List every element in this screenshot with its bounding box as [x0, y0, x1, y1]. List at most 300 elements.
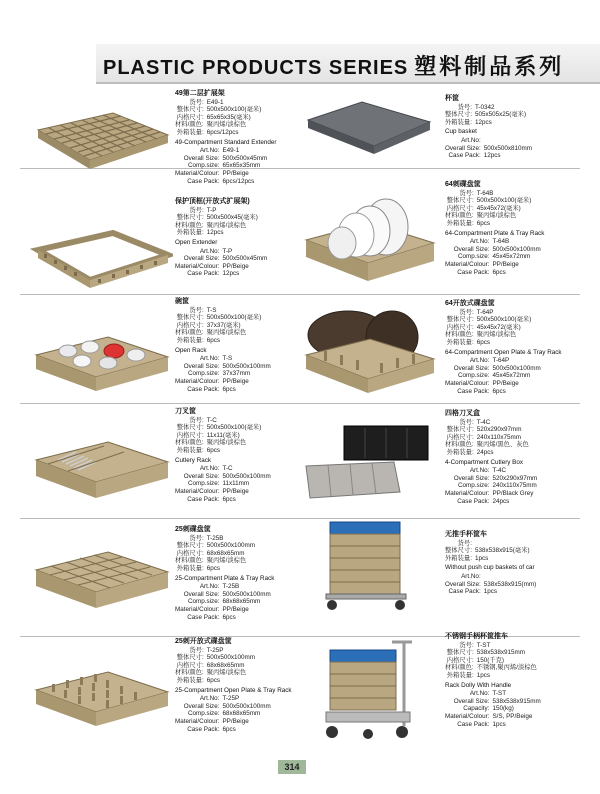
spec-label: 外箱装量:	[445, 554, 472, 562]
spec-row	[175, 598, 271, 606]
spec-row	[445, 664, 537, 672]
spec-label: 外箱装量:	[446, 448, 474, 456]
spec-value: 500x500x100mm	[206, 542, 255, 550]
spec-label: Overall Size:	[445, 580, 481, 588]
spec-label: Material/Colour:	[175, 717, 220, 725]
spec-value: 68x68x65mm	[206, 549, 245, 557]
spec-value: 500x500x100(毫米)	[476, 197, 532, 205]
spec-row	[445, 246, 541, 254]
spec-table-en	[175, 355, 271, 393]
spec-table-en	[175, 465, 271, 503]
product-title-en: Cup basket	[445, 128, 477, 136]
spec-row	[175, 314, 261, 322]
spec-label: Case Pack:	[187, 385, 220, 393]
spec-table-cn	[175, 307, 261, 345]
spec-row	[445, 490, 537, 498]
row-separator	[20, 518, 580, 519]
spec-value: 520x290x97mm	[476, 426, 522, 434]
spec-value: T-P	[222, 247, 233, 255]
spec-row	[175, 363, 271, 371]
spec-value: PP/Beige	[492, 379, 519, 387]
spec-row	[175, 378, 271, 386]
product-title-cn: 25刺开放式碟盘筐	[175, 638, 232, 645]
spec-value: 240x110x75mm	[492, 482, 537, 490]
spec-label: Case Pack:	[187, 725, 220, 733]
spec-row	[175, 162, 267, 170]
spec-value	[484, 573, 537, 581]
spec-row	[445, 581, 536, 589]
spec-label: 货号:	[189, 534, 204, 542]
product-title-en: 64-Compartment Open Plate & Tray Rack	[445, 348, 562, 356]
spec-label: 货号:	[459, 308, 474, 316]
spec-block-cup-cart	[445, 531, 536, 596]
spec-row	[445, 380, 541, 388]
spec-value: 45x45x72(毫米)	[476, 204, 521, 212]
spec-value: 11x11(毫米)	[206, 431, 240, 439]
spec-row	[175, 488, 271, 496]
spec-table-en	[445, 690, 541, 728]
spec-table-en	[175, 147, 267, 185]
spec-value: 聚丙烯/淡棕色	[206, 329, 247, 337]
spec-label: Art.No:	[469, 357, 490, 365]
spec-block-tc	[175, 408, 271, 503]
spec-row	[175, 703, 271, 711]
spec-table-en	[445, 137, 532, 160]
spec-label: Comp.size:	[457, 253, 490, 261]
spec-label: 外箱装量:	[176, 229, 204, 237]
spec-row	[175, 654, 255, 662]
open-plate-rack-25-image	[28, 660, 173, 735]
spec-value: 65x65x35mm	[222, 162, 261, 170]
spec-label: 外箱装量:	[446, 671, 474, 679]
spec-label: Material/Colour:	[175, 487, 220, 495]
spec-row	[175, 439, 261, 447]
spec-row	[445, 690, 541, 698]
plate-rack-25-image	[28, 540, 173, 615]
spec-block-t4c	[445, 410, 537, 505]
spec-table-en	[175, 695, 271, 733]
spec-value: 500x500x100mm	[492, 245, 541, 253]
spec-value: 6pcs	[476, 338, 490, 346]
page-title-cn: 塑料制品系列	[414, 54, 565, 79]
cup-basket-image	[300, 98, 435, 168]
spec-value: 68x68x65mm	[222, 710, 261, 718]
spec-row	[445, 441, 529, 449]
spec-label: Material/Colour:	[445, 379, 490, 387]
spec-row	[445, 119, 526, 127]
spec-row	[175, 614, 271, 622]
spec-row	[175, 677, 255, 685]
product-title-cn: 无推手杯筐车	[445, 531, 487, 538]
spec-label: Case Pack:	[187, 495, 220, 503]
spec-value: 500x500x810mm	[483, 144, 533, 152]
spec-value: 68x68x65mm	[206, 661, 245, 669]
open-extender-image	[28, 225, 173, 295]
spec-label: Case Pack:	[457, 497, 490, 505]
spec-value: 6pcs	[222, 725, 236, 733]
spec-row	[445, 152, 532, 160]
spec-block-t64b	[445, 181, 544, 276]
spec-value: 68x68x65mm	[222, 598, 261, 606]
spec-row	[445, 197, 531, 205]
product-title-cn: 刀叉筐	[175, 408, 196, 415]
spec-label: Art.No:	[199, 247, 220, 255]
spec-label: Case Pack:	[187, 177, 220, 185]
spec-row	[175, 263, 267, 271]
spec-table-cn	[445, 309, 531, 347]
spec-label: 内格尺寸:	[446, 433, 474, 441]
product-title-en: 25-Compartment Open Plate & Tray Rack	[175, 686, 292, 694]
spec-row	[445, 212, 531, 220]
spec-block-t0342	[445, 95, 532, 160]
spec-label: Overall Size:	[183, 362, 220, 370]
extender-49-image	[28, 105, 173, 175]
spec-row	[445, 253, 541, 261]
spec-label: 整体尺寸:	[176, 314, 204, 322]
product-title-en: 25-Compartment Plate & Tray Rack	[175, 574, 275, 582]
spec-value: 6pcs	[222, 385, 236, 393]
spec-row	[445, 721, 541, 729]
spec-value: T-S	[206, 306, 217, 314]
spec-label: 内格尺寸:	[176, 431, 204, 439]
spec-label: Art.No:	[199, 465, 220, 473]
spec-value: T-4C	[476, 418, 491, 426]
spec-row	[175, 270, 267, 278]
spec-row	[445, 357, 541, 365]
spec-value: 聚丙烯/淡棕色	[476, 212, 517, 220]
spec-value: 聚丙烯/黑色、灰色	[476, 441, 529, 449]
spec-row	[175, 147, 267, 155]
spec-value: 24pcs	[492, 497, 510, 505]
spec-label: 外箱装量:	[176, 564, 204, 572]
spec-row	[445, 467, 537, 475]
spec-table-en	[175, 248, 267, 278]
spec-value: E49-1	[206, 98, 224, 106]
spec-value: 45x45x72mm	[492, 372, 531, 380]
spec-value: PP/Beige	[222, 377, 249, 385]
spec-label: 内格尺寸:	[446, 323, 474, 331]
spec-row	[445, 261, 541, 269]
spec-row	[445, 137, 532, 145]
spec-label: 货号:	[459, 418, 474, 426]
spec-value: 6pcs	[492, 387, 506, 395]
spec-row	[175, 255, 267, 263]
spec-value: 500x500x100mm	[206, 654, 255, 662]
spec-row	[445, 498, 537, 506]
spec-label: Overall Size:	[183, 255, 220, 263]
spec-table-cn	[175, 99, 261, 137]
spec-label: 外箱装量:	[445, 118, 472, 126]
product-title-en: Open Extender	[175, 238, 218, 246]
product-title-cn: 碗筐	[175, 298, 189, 305]
spec-label: 整体尺寸:	[446, 197, 474, 205]
spec-label: 外箱装量:	[176, 676, 204, 684]
spec-row	[445, 705, 541, 713]
spec-label: 内格尺寸:	[176, 113, 204, 121]
spec-row	[175, 129, 261, 137]
spec-label: 材料/颜色:	[175, 221, 204, 229]
spec-label: Comp.size:	[187, 370, 220, 378]
spec-row	[445, 573, 536, 581]
spec-row	[175, 669, 255, 677]
spec-value: 6pcs	[476, 219, 490, 227]
spec-table-en	[445, 238, 541, 276]
spec-value: T-C	[222, 465, 233, 473]
spec-label: 内格尺寸:	[176, 321, 204, 329]
product-title-cn: 49第二层扩展架	[175, 90, 225, 97]
spec-label: 货号:	[189, 206, 204, 214]
spec-row	[445, 649, 537, 657]
spec-value: T-ST	[492, 690, 507, 698]
spec-label: 整体尺寸:	[176, 654, 204, 662]
spec-value: 37x37(毫米)	[206, 321, 241, 329]
spec-value: T-4C	[492, 467, 507, 475]
spec-value: 6pcs	[222, 613, 236, 621]
spec-label: 材料/颜色:	[445, 441, 474, 449]
spec-value: T-P	[206, 206, 217, 214]
spec-row	[175, 557, 255, 565]
spec-table-cn	[175, 417, 261, 455]
spec-value: 6pcs	[206, 336, 220, 344]
spec-value: T-64B	[476, 189, 494, 197]
spec-value: 500x500x45mm	[222, 255, 268, 263]
spec-label: 货号:	[189, 306, 204, 314]
product-title-cn: 杯筐	[445, 95, 459, 102]
spec-label: Material/Colour:	[445, 489, 490, 497]
spec-label: Material/Colour:	[175, 169, 220, 177]
spec-label: Overall Size:	[445, 144, 481, 152]
spec-value: 聚丙烯/淡棕色	[206, 557, 247, 565]
spec-value: 37x37mm	[222, 370, 251, 378]
spec-value: 6pcs	[206, 676, 220, 684]
spec-value: T-64P	[476, 308, 494, 316]
page-title	[103, 50, 564, 81]
spec-label: Overall Size:	[183, 702, 220, 710]
spec-label: Comp.size:	[187, 162, 220, 170]
spec-row	[445, 698, 541, 706]
spec-row	[445, 475, 537, 483]
spec-row	[175, 465, 271, 473]
spec-value	[484, 137, 532, 145]
spec-row	[445, 588, 536, 596]
spec-row	[175, 424, 261, 432]
spec-label: Art.No:	[461, 572, 481, 580]
spec-label: Case Pack:	[457, 720, 490, 728]
spec-row	[445, 238, 541, 246]
spec-row	[175, 542, 255, 550]
product-title-cn: 四格刀叉盒	[445, 410, 480, 417]
spec-value: 45x45x72(毫米)	[476, 323, 521, 331]
product-title-cn: 25刺碟盘筐	[175, 526, 211, 533]
spec-row	[175, 370, 271, 378]
spec-table-en	[175, 583, 271, 621]
spec-row	[445, 449, 529, 457]
spec-label: 整体尺寸:	[176, 214, 204, 222]
spec-table-en	[445, 357, 541, 395]
spec-row	[175, 329, 261, 337]
product-title-cn: 保护顶框(开放式扩展架)	[175, 198, 250, 205]
spec-label: Material/Colour:	[175, 262, 220, 270]
spec-value: 65x65x35(毫米)	[206, 113, 251, 121]
product-title-cn: 64开放式碟盘筐	[445, 300, 495, 307]
spec-value: PP/Black Grey	[492, 489, 534, 497]
spec-label: 材料/颜色:	[175, 669, 204, 677]
spec-value: 500x500x100mm	[222, 702, 271, 710]
spec-row	[175, 473, 271, 481]
spec-label: Art.No:	[199, 583, 220, 591]
spec-row	[175, 496, 271, 504]
spec-table-cn	[175, 535, 255, 573]
spec-value: PP/Beige	[222, 169, 249, 177]
spec-value: 聚丙烯/淡棕色	[206, 669, 247, 677]
product-title-en: Cutlery Rack	[175, 456, 212, 464]
spec-label: 内格尺寸:	[446, 204, 474, 212]
spec-row	[175, 337, 261, 345]
cutlery-rack-image	[28, 430, 173, 505]
spec-value: 11x11mm	[222, 480, 250, 488]
spec-table-cn	[445, 104, 526, 127]
spec-value: 500x500x100mm	[222, 472, 271, 480]
spec-row	[445, 426, 529, 434]
spec-label: Case Pack:	[448, 152, 481, 160]
product-title-en: Without push cup baskets of car	[445, 564, 535, 572]
spec-label: 外箱装量:	[446, 338, 474, 346]
spec-value: T-S	[222, 355, 233, 363]
spec-value: PP/Beige	[222, 717, 249, 725]
spec-row	[445, 145, 532, 153]
spec-label: Material/Colour:	[445, 712, 490, 720]
spec-value: 500x500x100mm	[492, 364, 541, 372]
spec-table-cn	[445, 190, 531, 228]
spec-label: Overall Size:	[453, 364, 490, 372]
product-title-cn: 64刺碟盘筐	[445, 181, 481, 188]
spec-value: 12pcs	[474, 118, 492, 126]
spec-row	[175, 710, 271, 718]
spec-row	[445, 339, 531, 347]
spec-value: 不锈钢,聚丙烯/淡棕色	[476, 664, 537, 672]
product-title-en: 49-Compartment Standard Extender	[175, 138, 277, 146]
spec-label: Capacity:	[463, 705, 490, 713]
spec-row	[175, 121, 261, 129]
spec-value: 538x538x915(mm)	[483, 580, 537, 588]
spec-row	[175, 106, 261, 114]
spec-row	[445, 555, 530, 563]
spec-row	[445, 388, 541, 396]
spec-block-tp	[175, 198, 267, 278]
spec-label: 整体尺寸:	[176, 542, 204, 550]
spec-row	[445, 713, 541, 721]
cup-cart-image	[320, 518, 420, 613]
spec-row	[175, 718, 271, 726]
spec-label: 整体尺寸:	[176, 424, 204, 432]
spec-value: 500x500x100(毫米)	[206, 314, 262, 322]
spec-label: Comp.size:	[187, 710, 220, 718]
spec-value: 538x538x915(毫米)	[474, 547, 530, 555]
spec-value: T-25P	[222, 695, 240, 703]
spec-table-cn	[445, 642, 537, 680]
spec-label: 整体尺寸:	[446, 426, 474, 434]
spec-value: 538x538x915mm	[492, 697, 541, 705]
spec-row	[175, 170, 267, 178]
spec-label: Comp.size:	[187, 480, 220, 488]
spec-label: Art.No:	[199, 355, 220, 363]
spec-row	[445, 672, 537, 680]
spec-label: 外箱装量:	[446, 219, 474, 227]
spec-value: 聚丙烯/淡棕色	[206, 221, 247, 229]
spec-value: 500x500x45mm	[222, 154, 268, 162]
spec-table-en	[445, 573, 536, 596]
spec-table-cn	[175, 647, 255, 685]
spec-block-t25p	[175, 638, 292, 733]
spec-label: 外箱装量:	[176, 446, 204, 454]
spec-label: Case Pack:	[457, 268, 490, 276]
open-plate-rack-64-image	[300, 305, 440, 400]
spec-value: 240x110x75mm	[476, 433, 522, 441]
spec-label: Overall Size:	[183, 154, 220, 162]
spec-label: Case Pack:	[187, 613, 220, 621]
spec-label: 整体尺寸:	[446, 649, 474, 657]
spec-row	[175, 583, 271, 591]
cutlery-box-image	[300, 420, 440, 510]
spec-label: Art.No:	[461, 136, 481, 144]
spec-value: PP/Beige	[222, 605, 249, 613]
spec-value: 聚丙烯/淡棕色	[476, 331, 517, 339]
spec-value: PP/Beige	[222, 487, 249, 495]
spec-row	[175, 386, 271, 394]
spec-block-t64p	[445, 300, 562, 395]
spec-table-cn	[445, 419, 529, 457]
spec-row	[175, 480, 271, 488]
spec-row	[445, 365, 541, 373]
spec-value: 12pcs	[206, 229, 224, 237]
spec-value: T-C	[206, 416, 217, 424]
row-separator	[20, 403, 580, 404]
rack-dolly-image	[322, 636, 422, 746]
product-title-cn: 不锈钢手柄杯筐推车	[445, 633, 508, 640]
spec-value: PP/Beige	[222, 262, 249, 270]
spec-value: 500x500x45(毫米)	[206, 214, 258, 222]
spec-row	[175, 214, 258, 222]
spec-label: Art.No:	[469, 690, 490, 698]
spec-table-cn	[175, 207, 258, 237]
spec-label: 货号:	[189, 98, 204, 106]
spec-label: 材料/颜色:	[175, 439, 204, 447]
spec-label: Comp.size:	[457, 372, 490, 380]
plate-rack-64-image	[300, 195, 440, 290]
spec-value: 12pcs	[222, 270, 240, 278]
spec-value: 150(kg)	[492, 705, 514, 713]
spec-label: 材料/颜色:	[445, 331, 474, 339]
spec-label: 内格尺寸:	[176, 661, 204, 669]
spec-value: 1pcs	[492, 720, 506, 728]
spec-row	[175, 591, 271, 599]
spec-value: 500x500x100mm	[222, 590, 271, 598]
spec-label: 整体尺寸:	[445, 547, 472, 555]
spec-value: 6pcs/12pcs	[206, 128, 239, 136]
spec-table-cn	[445, 540, 530, 563]
spec-value: T-64P	[492, 357, 510, 365]
spec-label: 材料/颜色:	[445, 212, 474, 220]
spec-label: 外箱装量:	[176, 336, 204, 344]
spec-row	[175, 248, 267, 256]
spec-value: 500x500x100(毫米)	[476, 316, 532, 324]
product-title-en: 64-Compartment Plate & Tray Rack	[445, 229, 545, 237]
spec-block-ts	[175, 298, 271, 393]
spec-label: 货号:	[459, 189, 474, 197]
spec-label: 材料/颜色:	[175, 557, 204, 565]
spec-value: 聚丙烯/淡棕色	[206, 121, 247, 129]
spec-value: 500x500x100(毫米)	[206, 106, 262, 114]
